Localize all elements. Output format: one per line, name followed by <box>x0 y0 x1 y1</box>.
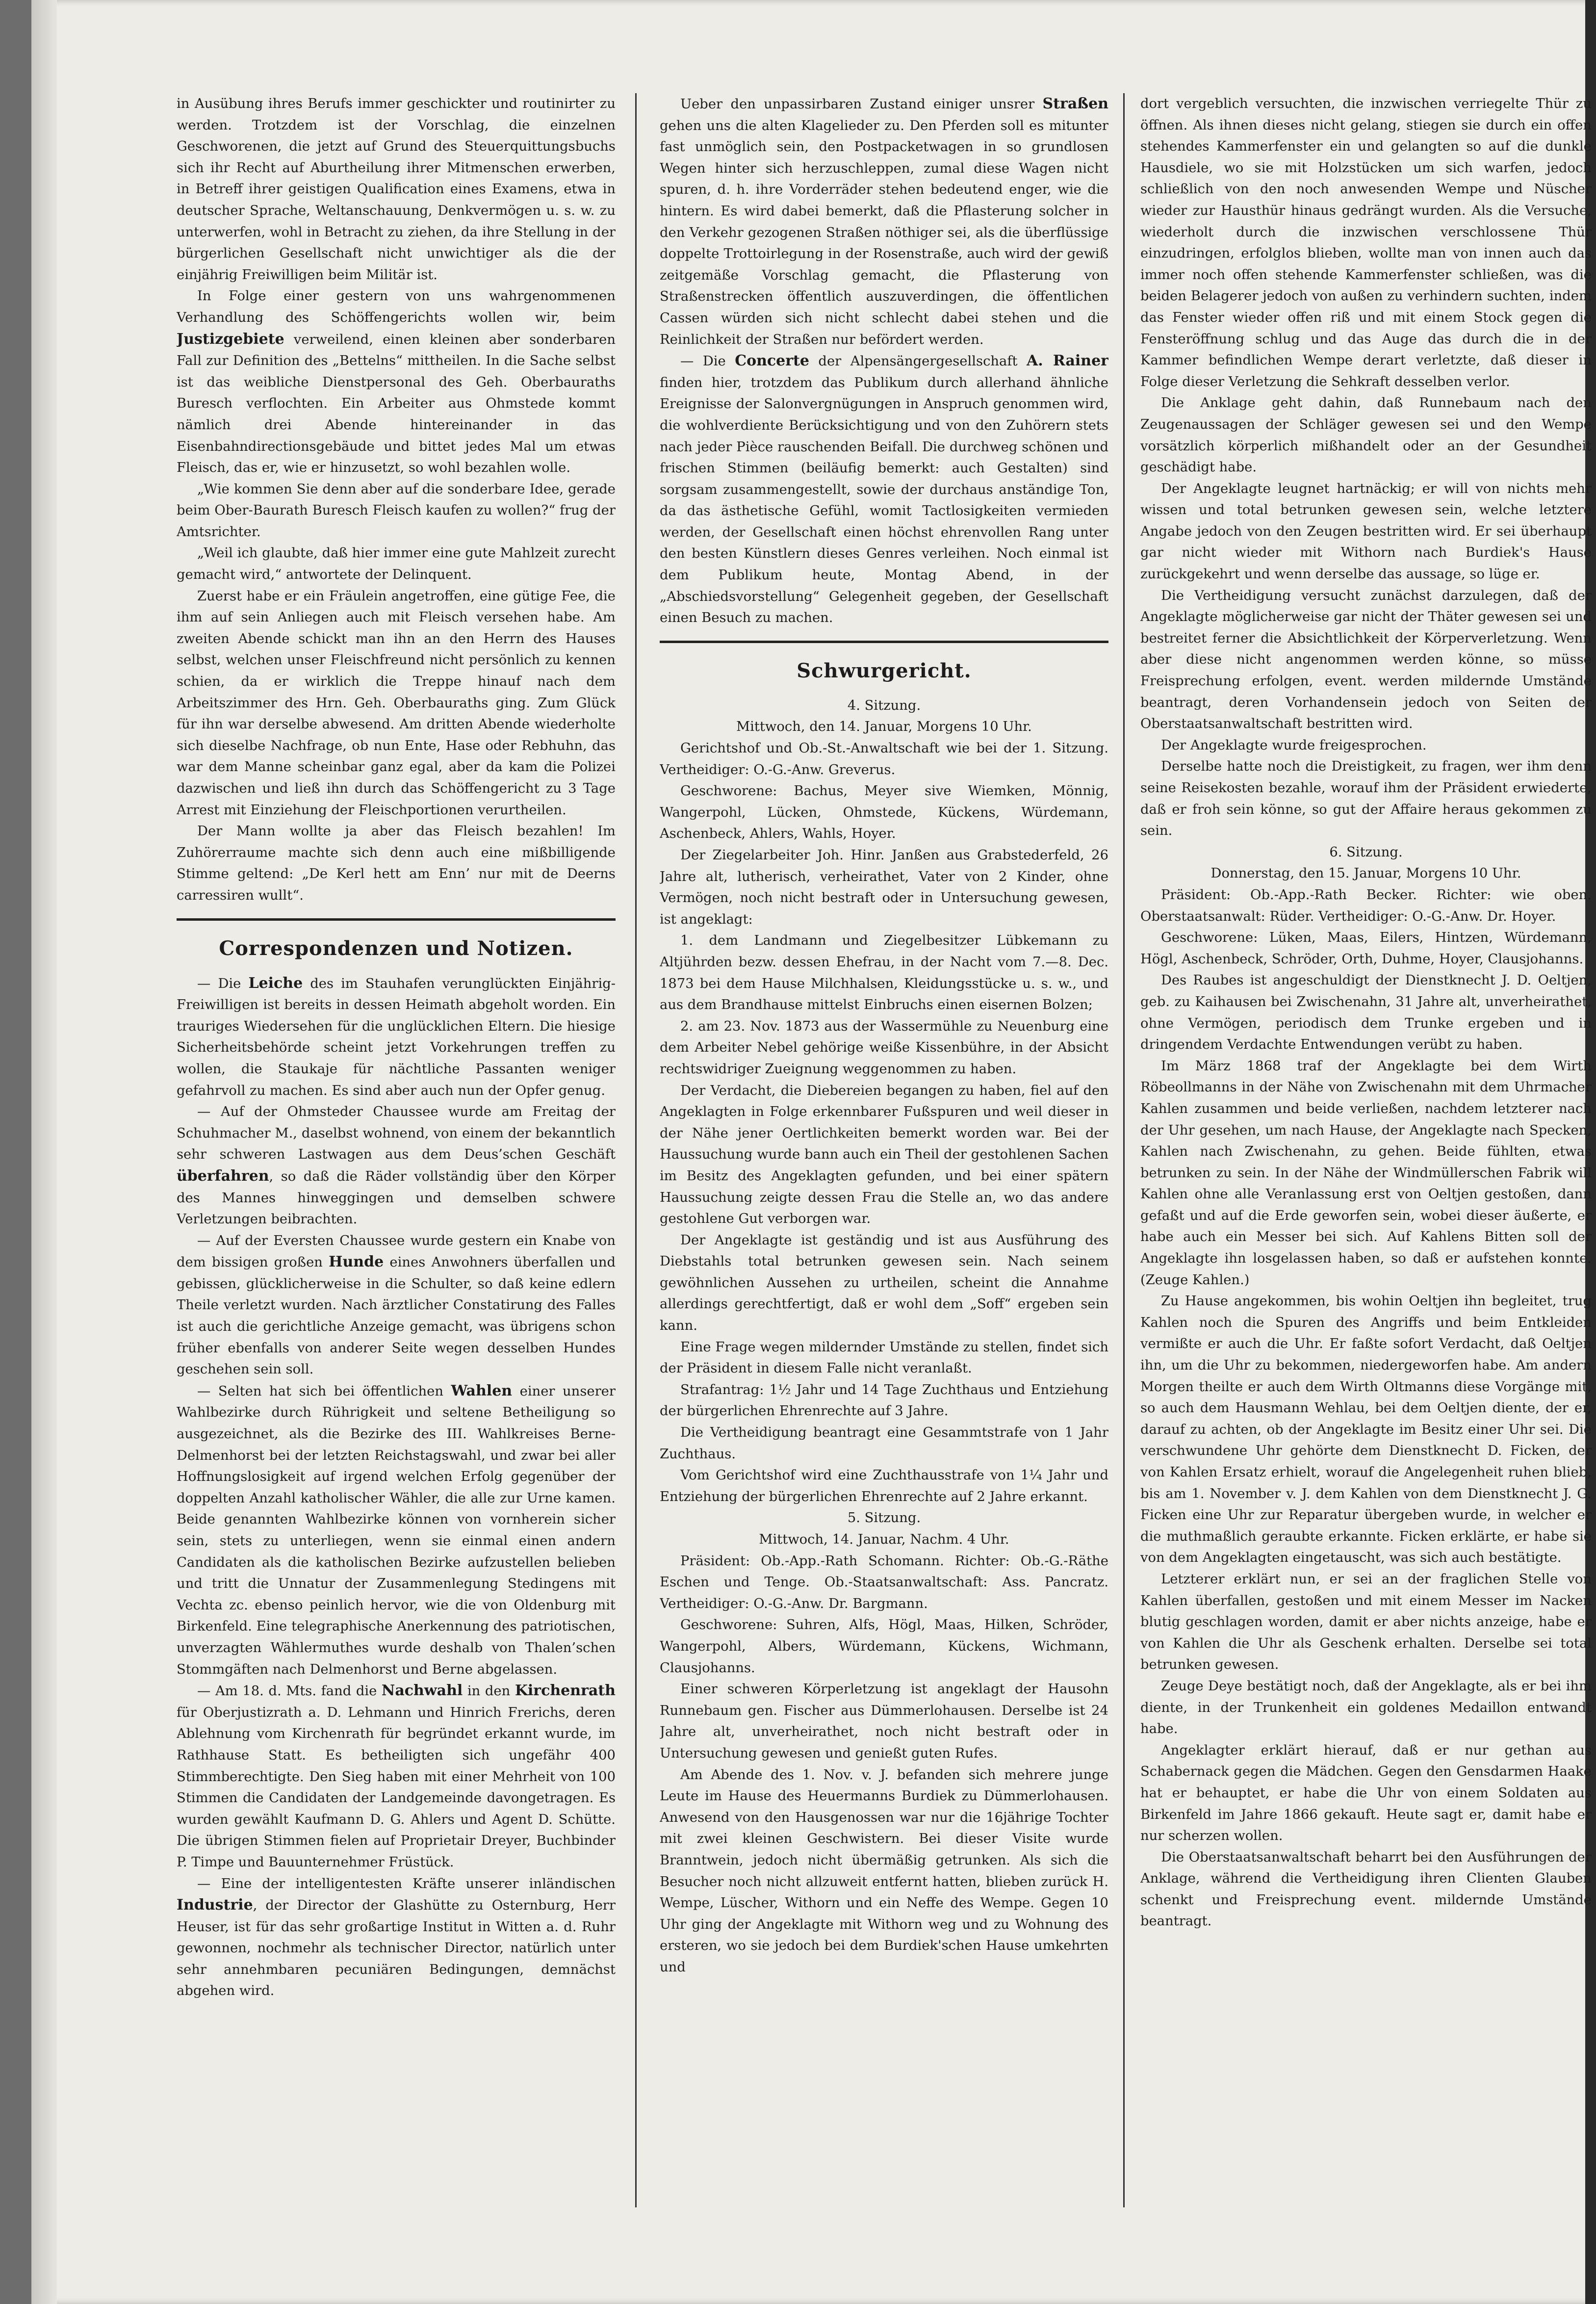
paragraph: Der Angeklagte leugnet hartnäckig; er will von nichts mehr wissen und total betrunken gewesen sein, welche letztere Angabe jedoch von den Zeugen bestritten wird. Er sei überhaupt gar nicht wieder mit Withorn nach Burdiek's Hause zurückgekehrt und wenn derselbe das aussage, so lüge er. <box>1140 481 1592 582</box>
session-title: 5. Sitzung. <box>847 1510 921 1526</box>
paragraph: Die Vertheidigung beantragt eine Gesammtstrafe von 1 Jahr Zuchthaus. <box>660 1425 1108 1462</box>
paragraph: Strafantrag: 1½ Jahr und 14 Tage Zuchthaus und Entziehung der bürgerlichen Ehrenrechte auf 3 Jahre. <box>660 1382 1108 1419</box>
paragraph: Derselbe hatte noch die Dreistigkeit, zu fragen, wer ihm denn seine Reisekosten bezahle, worauf ihm der Präsident erwiederte, daß er froh sein könne, so gut der Affaire heraus gekommen zu sein. <box>1140 759 1592 839</box>
paragraph: — Auf der Eversten Chaussee wurde gestern ein Knabe von dem bissigen großen Hunde eines Anwohners überfallen und gebissen, glücklicherweise in die Schulter, so daß keine edlern Theile verletzt wurden. Nach ärztlicher Constatirung des Falles ist auch die gerichtliche Anzeige gemacht, was übrigens schon früher ebenfalls von anderer Seite wegen desselben Hundes geschehen sein soll. <box>177 1233 616 1377</box>
section-rule <box>177 918 616 921</box>
paragraph: „Wie kommen Sie denn aber auf die sonderbare Idee, gerade beim Ober-Baurath Buresch Fleisch kaufen zu wollen?“ frug der Amtsrichter. <box>177 481 616 540</box>
paragraph: „Weil ich glaubte, daß hier immer eine gute Mahlzeit zurecht gemacht wird,“ antwortete der Delinquent. <box>177 545 616 583</box>
session-title: 4. Sitzung. <box>847 698 921 713</box>
section-title: Correspondenzen und Notizen. <box>219 936 573 960</box>
paragraph: Präsident: Ob.-App.-Rath Schomann. Richter: Ob.-G.-Räthe Eschen und Tenge. Ob.-Staatsanwaltschaft: Ass. Pancratz. Vertheidiger: O.-G.-Anw. Dr. Bargmann. <box>660 1553 1108 1611</box>
paragraph: Letzterer erklärt nun, er sei an der fraglichen Stelle von Kahlen überfallen, gestoßen und mit einem Messer im Nacken blutig geschlagen worden, damit er aber nichts anzeige, habe er von Kahlen die Uhr als Geschenk erhalten. Derselbe sei total betrunken gewesen. <box>1140 1571 1592 1673</box>
paragraph: Ueber den unpassirbaren Zustand einiger unsrer Straßen gehen uns die alten Klagelieder zu. Den Pferden soll es mitunter fast unmöglich sein, den Postpacketwagen in so grundlosen Wegen hinter sich herzuschleppen, zumal diese Wagen nicht spuren, d. h. ihre Vorderräder stehen bedeutend enger, wie die hintern. Es wird dabei bemerkt, daß die Pflasterung solcher in den Verkehr gezogenen Straßen nöthiger sei, als die überflüssige doppelte Trottoirlegung in der Rosenstraße, auch wird der gewiß zeitgemäße Vorschlag gemacht, die Pflasterung von Straßenstrecken öffentlich auszuverdingen, die öffentlichen Cassen würden sich nicht schlecht dabei stehen und die Reinlichkeit der Straßen nur befördert werden. <box>660 95 1108 347</box>
session-title: 6. Sitzung. <box>1329 844 1403 860</box>
paragraph: Der Ziegelarbeiter Joh. Hinr. Janßen aus Grabstederfeld, 26 Jahre alt, lutherisch, verheirathet, Vater von 2 Kinder, ohne Vermögen, noch nicht bestraft oder in Untersuchung gewesen, ist angeklagt: <box>660 848 1108 927</box>
column-rule <box>635 93 637 2207</box>
paragraph: — Auf der Ohmsteder Chaussee wurde am Freitag der Schuhmacher M., daselbst wohnend, von einem der bekanntlich sehr schweren Lastwagen aus dem Deus’schen Geschäft überfahren, so daß die Räder vollständig über den Körper des Mannes hinweggingen und demselben schwere Verletzungen beibrachten. <box>177 1104 616 1227</box>
paragraph: — Am 18. d. Mts. fand die Nachwahl in den Kirchenrath für Oberjustizrath a. D. Lehmann und Hinrich Frerichs, deren Ablehnung vom Kirchenrath für begründet erkannt wurde, im Rathhause Statt. Es betheiligten sich ungefähr 400 Stimmberechtigte. Den Sieg haben mit einer Mehrheit von 100 Stimmen die Candidaten der Landgemeinde davongetragen. Es wurden gewählt Kaufmann D. G. Ahlers und Agent D. Schütte. Die übrigen Stimmen fielen auf Proprietair Dreyer, Buchbinder P. Timpe und Bauunternehmer Früstück. <box>177 1682 616 1870</box>
paragraph: — Selten hat sich bei öffentlichen Wahlen einer unserer Wahlbezirke durch Rührigkeit und seltene Betheiligung so ausgezeichnet, als die Bezirke des III. Wahlkreises Berne-Delmenhorst bei der letzten Reichstagswahl, und zwar bei aller Hoffnungslosigkeit auf irgend welchen Erfolg gegenüber der doppelten Anzahl katholischer Wähler, die alle zur Urne kamen. Beide genannten Wahlbezirke können von vornherein sicher sein, stets zu unterliegen, wenn sie einmal einen andern Candidaten als die katholischen Bezirke aufzustellen belieben und tritt die Unnatur der Zusammenlegung Stedingens mit Vechta zc. ebenso peinlich hervor, wie die von Oldenburg mit Birkenfeld. Eine telegraphische Anerkennung des patriotischen, unverzagten Wählermuthes wurde deshalb von Thalen’schen Stommgäften nach Delmenhorst und Berne abgelassen. <box>177 1382 616 1677</box>
page-binding <box>31 0 57 2304</box>
paragraph: Die Anklage geht dahin, daß Runnebaum nach den Zeugenaussagen der Schläger gewesen sei und den Wempe vorsätzlich körperlich mißhandelt oder an der Gesundheit geschädigt habe. <box>1140 395 1592 475</box>
paragraph: Geschworene: Bachus, Meyer sive Wiemken, Mönnig, Wangerpohl, Lücken, Ohmstede, Kückens, Würdemann, Aschenbeck, Ahlers, Wahls, Hoyer. <box>660 783 1108 842</box>
paragraph: Der Verdacht, die Diebereien begangen zu haben, fiel auf den Angeklagten in Folge erkennbarer Fußspuren und weil dieser in der Nähe jener Oertlichkeiten bemerkt worden war. Bei der Haussuchung wurde bann auch ein Theil der gestohlenen Sachen im Besitz des Angeklagten gefunden, und bei einer spätern Haussuchung zeigte dessen Frau die Stelle an, wo das andere gestohlene Gut verborgen war. <box>660 1083 1108 1227</box>
paragraph: Angeklagter erklärt hierauf, daß er nur gethan aus Schabernack gegen die Mädchen. Gegen den Gensdarmen Haake hat er behauptet, er habe die Uhr von einem Soldaten aus Birkenfeld im Jahre 1866 gekauft. Heute sagt er, damit habe er nur scherzen wollen. <box>1140 1742 1592 1844</box>
paragraph: Vom Gerichtshof wird eine Zuchthausstrafe von 1¼ Jahr und Entziehung der bürgerlichen Ehrenrechte auf 2 Jahre erkannt. <box>660 1468 1108 1504</box>
column-rule <box>1123 93 1125 2207</box>
paragraph: 1. dem Landmann und Ziegelbesitzer Lübkemann zu Altjührden bezw. dessen Ehefrau, in der Nacht vom 7.—8. Dec. 1873 bei dem Hause Milchhalsen, Kleidungsstücke u. s. w., und aus dem Brandhause mittelst Einbruchs einen eisernen Bolzen; <box>660 933 1108 1013</box>
paragraph: Zu Hause angekommen, bis wohin Oeltjen ihn begleitet, trug Kahlen noch die Spuren des Angriffs und beim Entkleiden vermißte er auch die Uhr. Er faßte sofort Verdacht, daß Oeltjen ihn, um die Uhr zu bekommen, niedergeworfen habe. Am andern Morgen theilte er auch dem Wirth Oltmanns diese Vorgänge mit, so auch dem Hausmann Wehlau, bei dem Oeltjen diente, der er, darauf zu achten, ob der Angeklagte im Besitz einer Uhr sei. Die verschwundene Uhr gehörte dem Dienstknecht D. Ficken, der von Kahlen Ersatz erhielt, worauf die Angelegenheit ruhen blieb, bis am 1. November v. J. dem Kahlen von dem Dienstknecht J. G. Ficken eine Uhr zur Reparatur übergeben wurde, in welcher er die muthmaßlich geraubte erkannte. Ficken erklärte, er habe sie von dem Angeklagten eingetauscht, was sich auch bestätigte. <box>1140 1294 1592 1566</box>
paragraph: Gerichtshof und Ob.-St.-Anwaltschaft wie bei der 1. Sitzung. Vertheidiger: O.-G.-Anw. Greverus. <box>660 741 1108 777</box>
paragraph: In Folge einer gestern von uns wahrgenommenen Verhandlung des Schöffengerichts wollen wir, beim Justizgebiete verweilend, einen kleinen aber sonderbaren Fall zur Definition des „Bettelns“ mittheilen. In die Sache selbst ist das weibliche Dienstpersonal des Geh. Oberbauraths Buresch verflochten. Ein Arbeiter aus Ohmstede kommt nämlich drei Abende hintereinander in das Eisenbahndirectionsgebäude und bittet jedes Mal um etwas Fleisch, das er, wie er hinzusetzt, so wohl bezahlen wolle. <box>177 288 616 476</box>
session-date: Mittwoch, den 14. Januar, Morgens 10 Uhr. <box>736 719 1032 735</box>
paragraph: Die Oberstaatsanwaltschaft beharrt bei den Ausführungen der Anklage, während die Vertheidigung ihren Clienten Glauben schenkt und Freisprechung event. mildernde Umstände beantragt. <box>1140 1849 1592 1929</box>
paragraph: — Die Leiche des im Stauhafen verunglückten Einjährig-Freiwilligen ist bereits in dessen Heimath abgeholt worden. Ein trauriges Wiedersehen für die unglücklichen Eltern. Die hiesige Sicherheitsbehörde scheint jetzt Vorkehrungen treffen zu wollen, die Staukaje für nächtliche Passanten weniger gefahrvoll zu machen. Es sind aber auch nun der Opfer genug. <box>177 974 616 1098</box>
paragraph: Im März 1868 traf der Angeklagte bei dem Wirth Röbeollmanns in der Nähe von Zwischenahn mit dem Uhrmacher Kahlen zusammen und beide verließen, nachdem letzterer nach der Uhr gesehen, um nach Hause, der Angeklagte nach Specken, Kahlen nach Zwischenahn, zu gehen. Beide fühlten, etwas betrunken zu sein. In der Nähe der Windmüllerschen Fabrik will Kahlen ohne alle Veranlassung erst von Oeltjen gestoßen, dann gefaßt und auf die Erde geworfen sein, wobei dieser äußerte, er habe auch ein Messer bei sich. Auf Kahlens Bitten soll der Angeklagte ihn losgelassen haben, so daß er aufstehen konnte. (Zeuge Kahlen.) <box>1140 1058 1592 1288</box>
paragraph: — Die Concerte der Alpensängergesellschaft A. Rainer finden hier, trotzdem das Publikum durch allerhand ähnliche Ereignisse der Salonvergnügungen in Anspruch genommen wird, die wohlverdiente Berücksichtigung und von den Zuhörern stets nach jeder Pièce rauschenden Beifall. Die durchweg schönen und frischen Stimmen (beiläufig bemerkt: auch Gestalten) sind sorgsam zusammengestellt, sowie der durchaus anständige Ton, da das ästhetische Gefühl, womit Tactlosigkeiten vermieden werden, der Gesellschaft einen höchst ehrenvollen Rang unter den besten Künstlern dieses Genres verleihen. Noch einmal ist dem Publikum heute, Montag Abend, in der „Abschiedsvorstellung“ Gelegenheit gegeben, der Gesellschaft einen Besuch zu machen. <box>660 352 1108 626</box>
paragraph: 2. am 23. Nov. 1873 aus der Wassermühle zu Neuenburg eine dem Arbeiter Nebel gehörige weiße Kissenbühre, in der Absicht rechtswidriger Zueignung weggenommen zu haben. <box>660 1018 1108 1077</box>
paragraph: Zeuge Deye bestätigt noch, daß der Angeklagte, als er bei ihm diente, in der Trunkenheit ein goldenes Medaillon entwandt habe. <box>1140 1678 1592 1737</box>
column-left <box>177 93 616 2207</box>
paragraph: Einer schweren Körperletzung ist angeklagt der Hausohn Runnebaum gen. Fischer aus Dümmerlohausen. Derselbe ist 24 Jahre alt, unverheirathet, noch nicht bestraft oder in Untersuchung gewesen und genießt guten Rufes. <box>660 1682 1108 1761</box>
column-right <box>1140 93 1592 2207</box>
session-date: Donnerstag, den 15. Januar, Morgens 10 Uhr. <box>1210 866 1521 881</box>
paragraph: Der Angeklagte wurde freigesprochen. <box>1161 737 1427 753</box>
paragraph: Die Vertheidigung versucht zunächst darzulegen, daß der Angeklagte möglicherweise gar nicht der Thäter gewesen sei und bestreitet ferner die Absichtlichkeit der Körperverletzung. Wenn aber diese nicht angenommen werden könne, so müsse Freisprechung erfolgen, event. werden mildernde Umstände beantragt, deren Vorhandensein jedoch von Seiten der Oberstaatsanwaltschaft bestritten wird. <box>1140 588 1592 732</box>
section-title: Schwurgericht. <box>797 659 972 682</box>
paragraph: Geschworene: Suhren, Alfs, Högl, Maas, Hilken, Schröder, Wangerpohl, Albers, Würdemann, Kückens, Wichmann, Clausjohanns. <box>660 1617 1108 1676</box>
paragraph: Eine Frage wegen mildernder Umstände zu stellen, findet sich der Präsident in diesem Falle nicht veranlaßt. <box>660 1339 1108 1376</box>
paragraph: Zuerst habe er ein Fräulein angetroffen, eine gütige Fee, die ihm auf sein Anliegen auch mit Fleisch versehen habe. Am zweiten Abende schickt man ihn an den Herrn des Hauses selbst, welchen unser Fleischfreund nicht persönlich zu kennen schien, da er wirklich die Treppe hinauf nach dem Arbeitszimmer des Hrn. Geh. Oberbauraths ging. Zum Glück für ihn war derselbe abwesend. Am dritten Abende wiederholte sich dieselbe Nachfrage, ob nun Ente, Hase oder Rebhuhn, das war dem Manne scheinbar ganz egal, aber da kam die Polizei dazwischen und ließ ihn durch das Schöffengericht zu 3 Tage Arrest mit Einziehung der Fleischportionen verurtheilen. <box>177 588 616 818</box>
paragraph: Am Abende des 1. Nov. v. J. befanden sich mehrere junge Leute im Hause des Heuermanns Burdiek zu Dümmerlohausen. Anwesend von den Hausgenossen war nur die 16jährige Tochter mit zwei kleinen Geschwistern. Bei dieser Visite wurde Branntwein, jedoch nicht übermäßig getrunken. Als sich die Besucher noch nicht allzuweit entfernt hatten, blieben zurück H. Wempe, Lüscher, Withorn und ein Neffe des Wempe. Gegen 10 Uhr ging der Angeklagte mit Withorn weg und zu Wohnung des ersteren, wo sie jedoch bei dem Burdiek'schen Hause umkehrten und <box>660 1767 1108 1975</box>
paragraph: Des Raubes ist angeschuldigt der Dienstknecht J. D. Oeltjen, geb. zu Kaihausen bei Zwischenahn, 31 Jahre alt, unverheirathet, ohne Vermögen, periodisch dem Trunke ergeben und in dringendem Verdachte Entwendungen verübt zu haben. <box>1140 973 1592 1053</box>
paragraph: Geschworene: Lüken, Maas, Eilers, Hintzen, Würdemann, Högl, Aschenbeck, Schröder, Orth, Duhme, Hoyer, Clausjohanns. <box>1140 930 1592 967</box>
paragraph: dort vergeblich versuchten, die inzwischen verriegelte Thür zu öffnen. Als ihnen dieses nicht gelang, stiegen sie durch ein offen stehendes Kammerfenster ein und gelangten so auf die dunkle Hausdiele, wo sie mit Holzstücken um sich warfen, jedoch schließlich von den noch anwesenden Wempe und Nüscher wieder zur Hausthür hinaus gedrängt wurden. Als die Versuche, wiederholt durch die inzwischen verschlossene Thür einzudringen, erfolglos blieben, wollte man von innen auch das immer noch offen stehende Kammerfenster schließen, was die beiden Belagerer jedoch von außen zu verhindern suchten, indem das Fenster wieder offen riß und mit einem Stock gegen die Fensteröffnung schlug und das Auge das durch die in der Kammer befindlichen Wempe derart verletzte, daß dieser in Folge dieser Verletzung die Sehkraft desselben verlor. <box>1140 96 1592 389</box>
column-middle <box>660 93 1108 2207</box>
paragraph: Der Mann wollte ja aber das Fleisch bezahlen! Im Zuhörerraume machte sich denn auch eine mißbilligende Stimme geltend: „De Kerl hett am Enn’ nur mit de Deerns carressiren wullt“. <box>177 824 616 903</box>
session-date: Mittwoch, 14. Januar, Nachm. 4 Uhr. <box>759 1532 1009 1547</box>
paragraph: in Ausübung ihres Berufs immer geschickter und routinirter zu werden. Trotzdem ist der Vorschlag, die einzelnen Geschworenen, die jetzt auf Grund des Steuerquittungsbuchs sich ihr Recht auf Aburtheilung ihrer Mitmenschen erwerben, in Betreff ihrer geistigen Qualification eines Examens, etwa in deutscher Sprache, Weltanschauung, Denkvermögen u. s. w. zu unterwerfen, wohl in Betracht zu ziehen, da ihre Stellung in der bürgerlichen Gesellschaft nicht unwichtiger als die der einjährig Freiwilligen beim Militär ist. <box>177 96 616 283</box>
paragraph: Präsident: Ob.-App.-Rath Becker. Richter: wie oben. Oberstaatsanwalt: Rüder. Vertheidiger: O.-G.-Anw. Dr. Hoyer. <box>1140 887 1592 924</box>
paragraph: — Eine der intelligentesten Kräfte unserer inländischen Industrie, der Director der Glashütte zu Osternburg, Herr Heuser, ist für das sehr großartige Institut in Witten a. d. Ruhr gewonnen, nochmehr als technischer Director, natürlich unter sehr annehmbaren pecuniären Bedingungen, demnächst abgehen wird. <box>177 1876 616 1999</box>
paragraph: Der Angeklagte ist geständig und ist aus Ausführung des Diebstahls total betrunken gewesen sein. Nach seinem gewöhnlichen Aussehen zu urtheilen, scheint die Annahme allerdings gerechtfertigt, daß er wohl dem „Soff“ ergeben sein kann. <box>660 1232 1108 1334</box>
section-rule <box>660 641 1108 643</box>
